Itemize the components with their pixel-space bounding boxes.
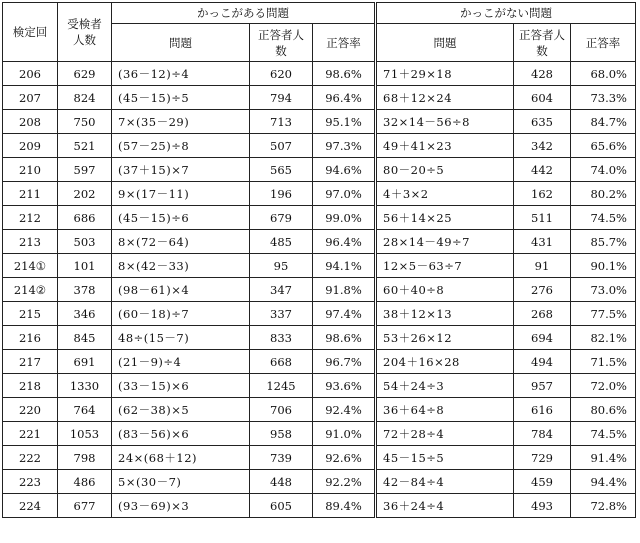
cell-without-problem: 49＋41×23 [376, 134, 514, 158]
cell-without-problem: 36＋24÷4 [376, 494, 514, 518]
cell-without-problem: 28×14－49÷7 [376, 230, 514, 254]
cell-examinees: 1053 [58, 422, 112, 446]
cell-without-problem: 45－15÷5 [376, 446, 514, 470]
cell-with-problem: (45－15)÷6 [112, 206, 250, 230]
cell-without-correct: 694 [514, 326, 571, 350]
cell-with-correct: 347 [250, 278, 313, 302]
cell-without-correct: 91 [514, 254, 571, 278]
cell-without-rate: 72.0% [571, 374, 636, 398]
table-row [3, 254, 636, 278]
cell-with-rate: 94.6% [313, 158, 376, 182]
cell-with-rate: 93.6% [313, 374, 376, 398]
cell-with-correct: 706 [250, 398, 313, 422]
header-group-without-parens: かっこがない問題 [376, 3, 636, 24]
cell-without-problem: 4＋3×2 [376, 182, 514, 206]
cell-without-correct: 342 [514, 134, 571, 158]
cell-without-correct: 268 [514, 302, 571, 326]
cell-with-rate: 94.1% [313, 254, 376, 278]
cell-without-rate: 74.5% [571, 422, 636, 446]
cell-with-problem: (45－15)÷5 [112, 86, 250, 110]
table-row [3, 134, 636, 158]
cell-without-correct: 459 [514, 470, 571, 494]
table-row [3, 446, 636, 470]
cell-examinees: 378 [58, 278, 112, 302]
cell-examinees: 101 [58, 254, 112, 278]
cell-without-rate: 73.0% [571, 278, 636, 302]
table-row [3, 230, 636, 254]
cell-round: 218 [3, 374, 58, 398]
cell-with-problem: 24×(68＋12) [112, 446, 250, 470]
cell-examinees: 486 [58, 470, 112, 494]
cell-examinees: 202 [58, 182, 112, 206]
cell-with-problem: (21－9)÷4 [112, 350, 250, 374]
cell-with-correct: 833 [250, 326, 313, 350]
cell-with-correct: 196 [250, 182, 313, 206]
cell-without-correct: 162 [514, 182, 571, 206]
cell-examinees: 686 [58, 206, 112, 230]
cell-with-problem: 8×(42－33) [112, 254, 250, 278]
header-group-with-parens: かっこがある問題 [112, 3, 376, 24]
table-row [3, 206, 636, 230]
table-row [3, 350, 636, 374]
cell-without-problem: 56＋14×25 [376, 206, 514, 230]
header-without-correct-rate: 正答率 [571, 24, 636, 62]
cell-with-problem: 48÷(15－7) [112, 326, 250, 350]
cell-with-rate: 92.2% [313, 470, 376, 494]
cell-with-rate: 96.7% [313, 350, 376, 374]
table-row [3, 470, 636, 494]
cell-with-correct: 95 [250, 254, 313, 278]
table-row [3, 422, 636, 446]
cell-without-problem: 36＋64÷8 [376, 398, 514, 422]
header-with-correct-rate: 正答率 [313, 24, 376, 62]
cell-without-rate: 73.3% [571, 86, 636, 110]
cell-round: 210 [3, 158, 58, 182]
cell-without-correct: 494 [514, 350, 571, 374]
cell-examinees: 503 [58, 230, 112, 254]
cell-with-correct: 713 [250, 110, 313, 134]
cell-examinees: 764 [58, 398, 112, 422]
cell-with-correct: 337 [250, 302, 313, 326]
table-row [3, 374, 636, 398]
cell-round: 206 [3, 62, 58, 86]
cell-without-rate: 65.6% [571, 134, 636, 158]
cell-with-rate: 91.0% [313, 422, 376, 446]
cell-examinees: 629 [58, 62, 112, 86]
cell-with-problem: (37＋15)×7 [112, 158, 250, 182]
cell-without-rate: 74.0% [571, 158, 636, 182]
cell-without-problem: 38＋12×13 [376, 302, 514, 326]
cell-with-rate: 92.4% [313, 398, 376, 422]
results-table-container [2, 2, 636, 518]
cell-examinees: 597 [58, 158, 112, 182]
cell-without-rate: 80.2% [571, 182, 636, 206]
cell-without-problem: 80－20÷5 [376, 158, 514, 182]
table-row [3, 110, 636, 134]
cell-with-correct: 739 [250, 446, 313, 470]
table-row [3, 278, 636, 302]
cell-round: 216 [3, 326, 58, 350]
cell-round: 208 [3, 110, 58, 134]
cell-with-rate: 98.6% [313, 326, 376, 350]
cell-with-problem: (98－61)×4 [112, 278, 250, 302]
table-row [3, 86, 636, 110]
table-row [3, 494, 636, 518]
cell-examinees: 1330 [58, 374, 112, 398]
header-round: 検定回 [3, 3, 58, 62]
cell-examinees: 691 [58, 350, 112, 374]
cell-examinees: 824 [58, 86, 112, 110]
cell-with-correct: 448 [250, 470, 313, 494]
cell-with-problem: (60－18)÷7 [112, 302, 250, 326]
cell-without-correct: 616 [514, 398, 571, 422]
cell-with-correct: 668 [250, 350, 313, 374]
cell-round: 212 [3, 206, 58, 230]
cell-without-problem: 42－84÷4 [376, 470, 514, 494]
cell-examinees: 750 [58, 110, 112, 134]
cell-with-correct: 620 [250, 62, 313, 86]
cell-without-correct: 493 [514, 494, 571, 518]
cell-examinees: 346 [58, 302, 112, 326]
header-with-correct-count: 正答者人数 [250, 24, 313, 62]
cell-without-correct: 957 [514, 374, 571, 398]
cell-with-rate: 99.0% [313, 206, 376, 230]
cell-without-correct: 784 [514, 422, 571, 446]
cell-without-problem: 32×14－56÷8 [376, 110, 514, 134]
cell-without-correct: 729 [514, 446, 571, 470]
cell-without-correct: 604 [514, 86, 571, 110]
cell-without-problem: 68＋12×24 [376, 86, 514, 110]
cell-with-correct: 605 [250, 494, 313, 518]
table-row [3, 398, 636, 422]
cell-round: 222 [3, 446, 58, 470]
cell-without-problem: 54＋24÷3 [376, 374, 514, 398]
cell-with-problem: 5×(30－7) [112, 470, 250, 494]
table-row [3, 182, 636, 206]
table-row [3, 158, 636, 182]
table-row [3, 326, 636, 350]
cell-without-problem: 53＋26×12 [376, 326, 514, 350]
cell-round: 215 [3, 302, 58, 326]
cell-without-rate: 85.7% [571, 230, 636, 254]
cell-round: 221 [3, 422, 58, 446]
cell-without-rate: 80.6% [571, 398, 636, 422]
cell-without-correct: 511 [514, 206, 571, 230]
cell-with-rate: 98.6% [313, 62, 376, 86]
cell-without-problem: 60＋40÷8 [376, 278, 514, 302]
cell-without-problem: 12×5－63÷7 [376, 254, 514, 278]
cell-without-problem: 71＋29×18 [376, 62, 514, 86]
cell-with-problem: (33－15)×6 [112, 374, 250, 398]
header-examinees: 受検者人数 [58, 3, 112, 62]
cell-with-rate: 95.1% [313, 110, 376, 134]
cell-with-correct: 1245 [250, 374, 313, 398]
table-body [3, 62, 636, 518]
cell-with-correct: 958 [250, 422, 313, 446]
cell-without-rate: 71.5% [571, 350, 636, 374]
cell-with-rate: 96.4% [313, 230, 376, 254]
cell-with-rate: 97.4% [313, 302, 376, 326]
header-without-correct-count: 正答者人数 [514, 24, 571, 62]
table-row [3, 302, 636, 326]
header-without-problem: 問題 [376, 24, 514, 62]
cell-round: 214② [3, 278, 58, 302]
cell-with-problem: (93－69)×3 [112, 494, 250, 518]
cell-round: 220 [3, 398, 58, 422]
cell-with-correct: 679 [250, 206, 313, 230]
cell-with-problem: (36－12)÷4 [112, 62, 250, 86]
cell-with-correct: 507 [250, 134, 313, 158]
cell-with-rate: 91.8% [313, 278, 376, 302]
cell-without-rate: 82.1% [571, 326, 636, 350]
cell-with-problem: (83－56)×6 [112, 422, 250, 446]
cell-with-correct: 565 [250, 158, 313, 182]
cell-with-correct: 794 [250, 86, 313, 110]
cell-round: 217 [3, 350, 58, 374]
cell-with-problem: 7×(35－29) [112, 110, 250, 134]
cell-round: 214① [3, 254, 58, 278]
cell-with-rate: 97.3% [313, 134, 376, 158]
cell-without-rate: 90.1% [571, 254, 636, 278]
cell-with-problem: 8×(72－64) [112, 230, 250, 254]
cell-without-rate: 94.4% [571, 470, 636, 494]
cell-without-correct: 635 [514, 110, 571, 134]
cell-with-rate: 89.4% [313, 494, 376, 518]
cell-with-rate: 97.0% [313, 182, 376, 206]
cell-examinees: 798 [58, 446, 112, 470]
cell-without-rate: 72.8% [571, 494, 636, 518]
cell-round: 207 [3, 86, 58, 110]
cell-without-problem: 204＋16×28 [376, 350, 514, 374]
cell-without-correct: 276 [514, 278, 571, 302]
cell-with-correct: 485 [250, 230, 313, 254]
cell-round: 224 [3, 494, 58, 518]
header-with-problem: 問題 [112, 24, 250, 62]
cell-without-correct: 428 [514, 62, 571, 86]
cell-without-correct: 442 [514, 158, 571, 182]
cell-with-rate: 96.4% [313, 86, 376, 110]
cell-examinees: 677 [58, 494, 112, 518]
results-table [2, 2, 636, 518]
cell-with-problem: (57－25)÷8 [112, 134, 250, 158]
cell-round: 211 [3, 182, 58, 206]
cell-examinees: 845 [58, 326, 112, 350]
cell-without-rate: 91.4% [571, 446, 636, 470]
cell-with-problem: 9×(17－11) [112, 182, 250, 206]
cell-without-rate: 74.5% [571, 206, 636, 230]
cell-round: 223 [3, 470, 58, 494]
cell-without-rate: 84.7% [571, 110, 636, 134]
cell-examinees: 521 [58, 134, 112, 158]
cell-with-rate: 92.6% [313, 446, 376, 470]
table-row [3, 62, 636, 86]
cell-without-rate: 68.0% [571, 62, 636, 86]
cell-round: 213 [3, 230, 58, 254]
cell-without-rate: 77.5% [571, 302, 636, 326]
cell-without-correct: 431 [514, 230, 571, 254]
table-header [3, 3, 636, 62]
cell-without-problem: 72＋28÷4 [376, 422, 514, 446]
cell-with-problem: (62－38)×5 [112, 398, 250, 422]
cell-round: 209 [3, 134, 58, 158]
